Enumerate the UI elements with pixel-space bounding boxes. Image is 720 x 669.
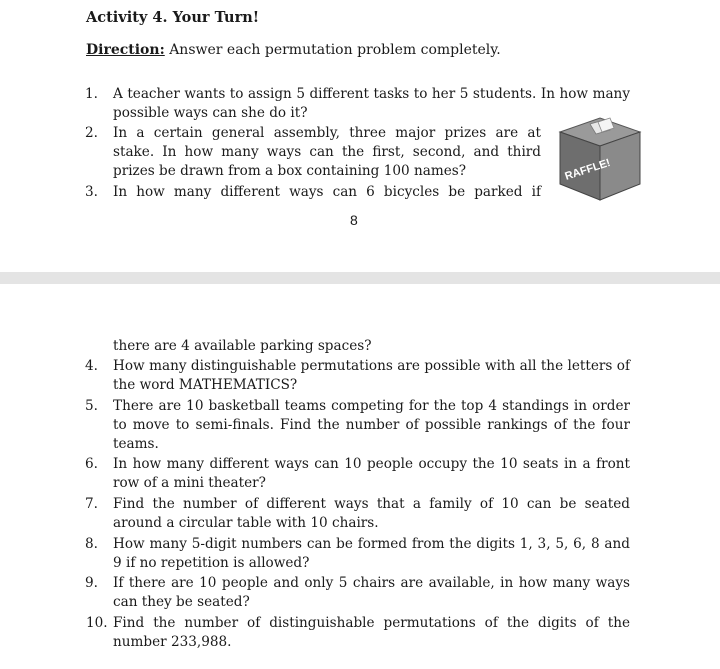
activity-heading: Activity 4. Your Turn! [86, 9, 260, 26]
direction-line [86, 42, 501, 58]
problem-text: A teacher wants to assign 5 different tasks to her 5 students. In how many possible ways can she do it? [113, 86, 630, 121]
problem-text: There are 10 basketball teams competing for the top 4 standings in order to move to semi-finals. Find the number of possible rankings of the four teams. [113, 398, 630, 452]
document-page-2 [0, 284, 720, 669]
problem-text: How many 5-digit numbers can be formed from the digits 1, 3, 5, 6, 8 and 9 if no repetition is allowed? [113, 536, 630, 571]
problem-number: 7. [85, 496, 98, 512]
problem-number: 4. [85, 358, 98, 374]
raffle-box-image [554, 110, 644, 206]
problem-number: 9. [85, 575, 98, 591]
problem-number: 5. [85, 398, 98, 414]
problem-text: Find the number of distinguishable permutations of the digits of the number 233,988. [113, 615, 630, 650]
problem-text: In how many different ways can 10 people occupy the 10 seats in a front row of a mini theater? [113, 456, 630, 491]
problem-text: In a certain general assembly, three major prizes are at stake. In how many ways can the first, second, and third prizes be drawn from a box containing 100 names? [113, 125, 541, 179]
problem-number: 8. [85, 536, 98, 552]
problem-number: 6. [85, 456, 98, 472]
direction-text: Answer each permutation problem completely. [164, 42, 501, 58]
raffle-label: RAFFLE! [563, 156, 612, 183]
problem-text: If there are 10 people and only 5 chairs are available, in how many ways can they be seated? [113, 575, 630, 610]
document-page-1 [0, 0, 720, 272]
problem-text: there are 4 available parking spaces? [113, 338, 372, 354]
problem-text: In how many different ways can 6 bicycles be parked if [113, 184, 541, 200]
page-number: 8 [350, 212, 358, 228]
problem-number: 2. [85, 125, 98, 141]
page-separator [0, 272, 720, 284]
direction-label: Direction: [86, 42, 165, 58]
problem-number: 3. [85, 184, 98, 200]
problem-number: 1. [85, 86, 98, 102]
problem-text: How many distinguishable permutations are possible with all the letters of the word MATHEMATICS? [113, 358, 630, 393]
problem-text: Find the number of different ways that a family of 10 can be seated around a circular table with 10 chairs. [113, 496, 630, 531]
problem-number: 10. [86, 615, 108, 631]
